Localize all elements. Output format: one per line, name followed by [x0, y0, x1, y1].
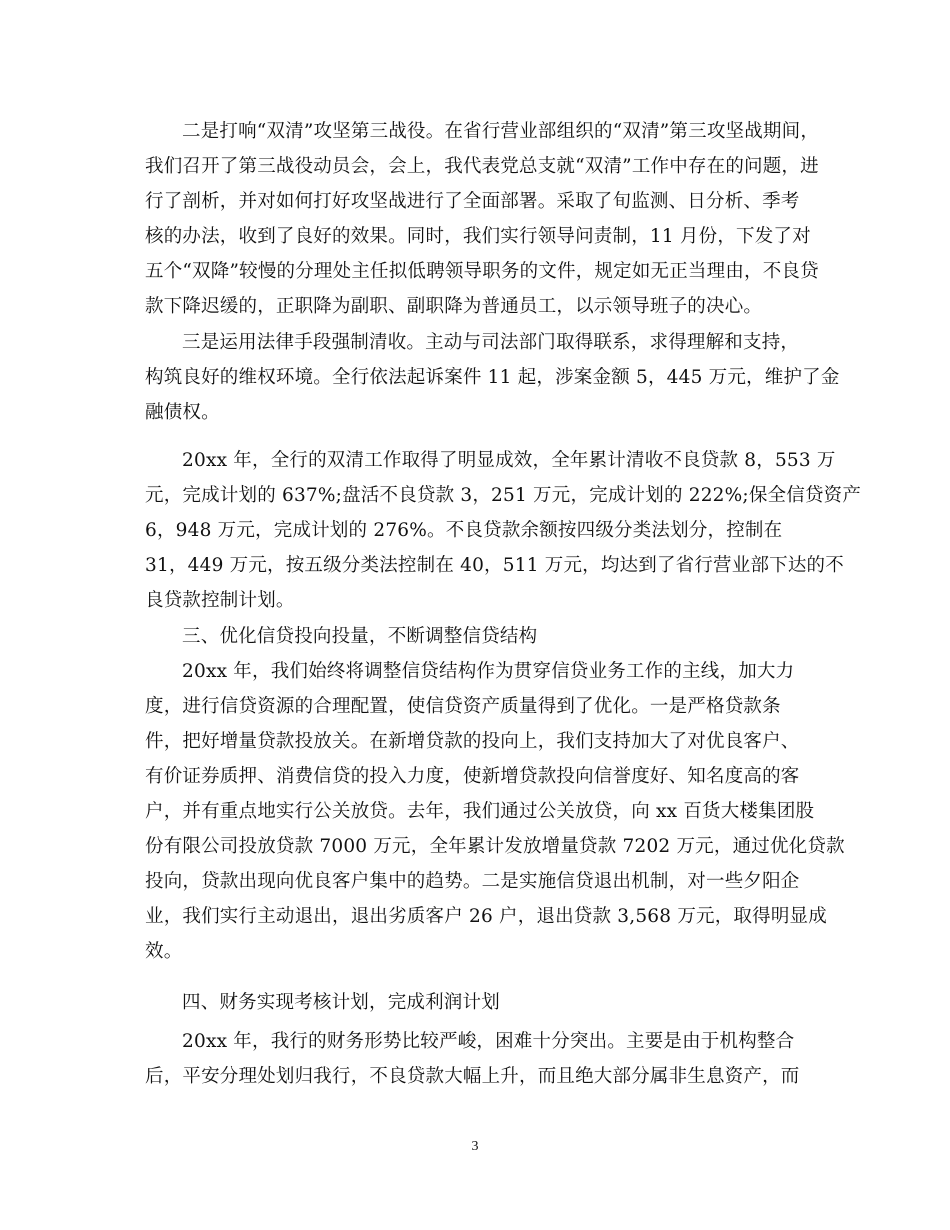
text-line: 6，948 万元，完成计划的 276%。不良贷款余额按四级分类法划分，控制在: [145, 520, 783, 541]
text-line: 20xx 年，我行的财务形势比较严峻，困难十分突出。主要是由于机构整合: [182, 1031, 795, 1052]
text-line: 后，平安分理处划归我行，不良贷款大幅上升，而且绝大部分属非生息资产，而: [145, 1066, 800, 1087]
text-line: 度，进行信贷资源的合理配置，使信贷资产质量得到了优化。一是严格贷款条: [145, 696, 781, 717]
text-line: 行了剖析，并对如何打好攻坚战进行了全面部署。采取了旬监测、日分析、季考: [145, 191, 800, 212]
text-line: 我们召开了第三战役动员会，会上，我代表党总支就“双清”工作中存在的问题，进: [145, 156, 819, 177]
text-line: 有价证券质押、消费信贷的投入力度，使新增贷款投向信誉度好、知名度高的客: [145, 766, 800, 787]
text-line: 构筑良好的维权环境。全行依法起诉案件 11 起，涉案金额 5，445 万元，维护了金: [145, 367, 840, 388]
page-number: 3: [471, 1139, 479, 1154]
text-line: 二是打响“双清”攻坚第三战役。在省行营业部组织的“双清”第三攻坚战期间，: [182, 121, 820, 142]
text-line: 业，我们实行主动退出，退出劣质客户 26 户，退出贷款 3,568 万元，取得明显成: [145, 906, 827, 927]
text-line: 三是运用法律手段强制清收。主动与司法部门取得联系，求得理解和支持，: [182, 332, 800, 353]
text-line: 户，并有重点地实行公关放贷。去年，我们通过公关放贷，向 xx 百货大楼集团股: [145, 801, 815, 822]
text-line: 份有限公司投放贷款 7000 万元，全年累计发放增量贷款 7202 万元，通过优化贷款: [145, 836, 845, 857]
text-line: 五个“双降”较慢的分理处主任拟低聘领导职务的文件，规定如无正当理由，不良贷: [145, 261, 819, 282]
text-line: 元，完成计划的 637%;盘活不良贷款 3，251 万元，完成计划的 222%;保全信贷资产: [145, 485, 862, 506]
section-heading: 四、财务实现考核计划，完成利润计划: [182, 992, 500, 1013]
text-line: 款下降迟缓的，正职降为副职、副职降为普通员工，以示领导班子的决心。: [145, 296, 763, 317]
text-line: 20xx 年，我们始终将调整信贷结构作为贯穿信贷业务工作的主线，加大力: [182, 661, 795, 682]
text-line: 件，把好增量贷款投放关。在新增贷款的投向上，我们支持加大了对优良客户、: [145, 731, 800, 752]
text-line: 投向，贷款出现向优良客户集中的趋势。二是实施信贷退出机制，对一些夕阳企: [145, 871, 800, 892]
text-line: 融债权。: [145, 402, 220, 423]
text-line: 核的办法，收到了良好的效果。同时，我们实行领导问责制，11 月份，下发了对: [145, 226, 811, 247]
section-heading: 三、优化信贷投向投量，不断调整信贷结构: [182, 626, 538, 647]
text-line: 良贷款控制计划。: [145, 590, 295, 611]
text-line: 31，449 万元，按五级分类法控制在 40，511 万元，均达到了省行营业部下达的不: [145, 555, 844, 576]
text-line: 效。: [145, 941, 183, 962]
text-line: 20xx 年，全行的双清工作取得了明显成效，全年累计清收不良贷款 8，553 万: [182, 450, 836, 471]
